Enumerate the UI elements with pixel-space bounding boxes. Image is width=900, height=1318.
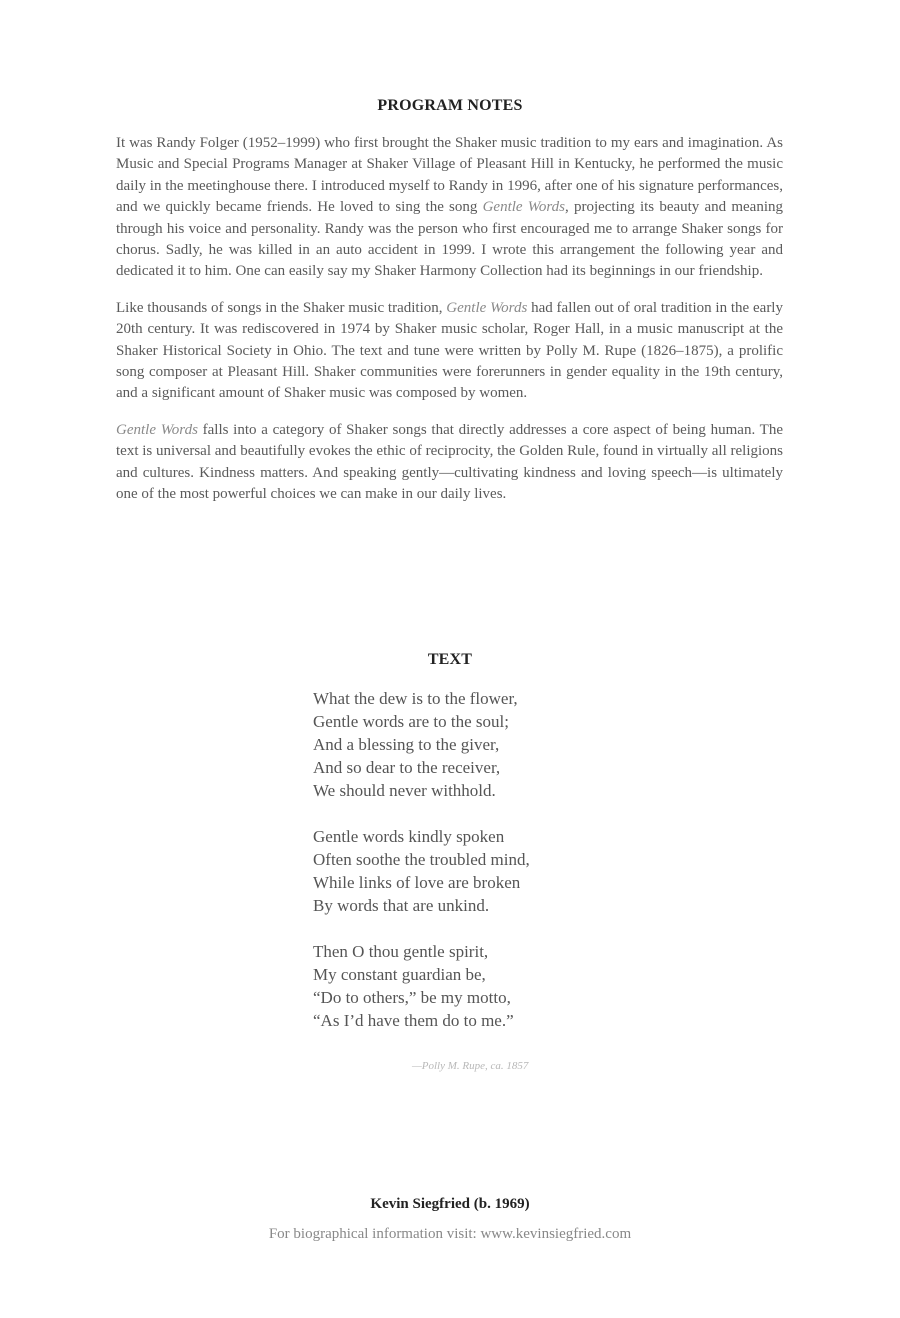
program-notes-body (116, 133, 783, 521)
notes-paragraph (116, 133, 783, 283)
poem-line: While links of love are broken (313, 873, 521, 892)
poem-line: Then O thou gentle spirit, (313, 942, 489, 961)
program-notes-heading: PROGRAM NOTES (377, 97, 523, 114)
poem-line: “As I’d have them do to me.” (313, 1011, 514, 1030)
poem-text (313, 687, 633, 1055)
poem-line: Gentle words are to the soul; (313, 712, 509, 731)
notes-text-run: falls into a category of Shaker songs that directly addresses a core aspect of being human. The text is universal and beautifully evokes the ethic of reciprocity, the Golden Rule, found in virtually all religions and cultures. Kindness matters. And speaking gently—cultivating kindness and loving speech—is ultimately one of the most powerful choices we can make in our daily lives. (116, 421, 783, 503)
notes-text-run: Like thousands of songs in the Shaker music tradition, (116, 299, 447, 316)
notes-text-run: , projecting its beauty and meaning through his voice and personality. Randy was the person who first encouraged me to arrange Shaker songs for chorus. Sadly, he was killed in an auto accident in 1999. I wrote this arrangement the following year and dedicated it to him. One can easily say my Shaker Harmony Collection had its beginnings in our friendship. (116, 199, 783, 280)
poem-line: And a blessing to the giver, (313, 735, 500, 754)
poem-line: By words that are unkind. (313, 896, 490, 915)
poem-line: We should never withhold. (313, 781, 496, 800)
notes-text-run: It was Randy Folger (1952–1999) who first brought the Shaker music tradition to my ears and imagination. As Music and Special Programs Manager at Shaker Village of Pleasant Hill in Kentucky, he performed the music daily in the meetinghouse there. I introduced myself to Randy in 1996, after one of his signature performances, and we quickly became friends. He loved to sing the song (116, 135, 783, 216)
poem-stanza (313, 825, 633, 917)
song-title-italic: Gentle Words (116, 421, 198, 438)
poem-attribution: —Polly M. Rupe, ca. 1857 (412, 1060, 529, 1072)
poem-line: “Do to others,” be my motto, (313, 988, 511, 1007)
poem-stanza (313, 940, 633, 1032)
song-title-italic: Gentle Words (482, 199, 566, 216)
composer-name: Kevin Siegfried (b. 1969) (370, 1196, 530, 1212)
poem-line: Often soothe the troubled mind, (313, 850, 530, 869)
poem-line: Gentle words kindly spoken (313, 827, 505, 846)
poem-line: What the dew is to the flower, (313, 689, 518, 708)
text-heading: TEXT (427, 651, 473, 668)
poem-line: My constant guardian be, (313, 965, 486, 984)
composer-bio-link[interactable]: For biographical information visit: www.kevinsiegfried.com (268, 1226, 632, 1242)
notes-paragraph (116, 420, 783, 506)
poem-line: And so dear to the receiver, (313, 758, 501, 777)
notes-paragraph (116, 298, 783, 405)
poem-stanza (313, 687, 633, 802)
notes-text-run: had fallen out of oral tradition in the early 20th century. It was rediscovered in 1974 by Shaker music scholar, Roger Hall, in a music manuscript at the Shaker Historical Society in Ohio. The text and tune were written by Polly M. Rupe (1826–1875), a prolific song composer at Pleasant Hill. Shaker communities were forerunners in gender equality in the 19th century, and a significant amount of Shaker music was composed by women. (116, 299, 783, 402)
song-title-italic: Gentle Words (446, 299, 528, 316)
